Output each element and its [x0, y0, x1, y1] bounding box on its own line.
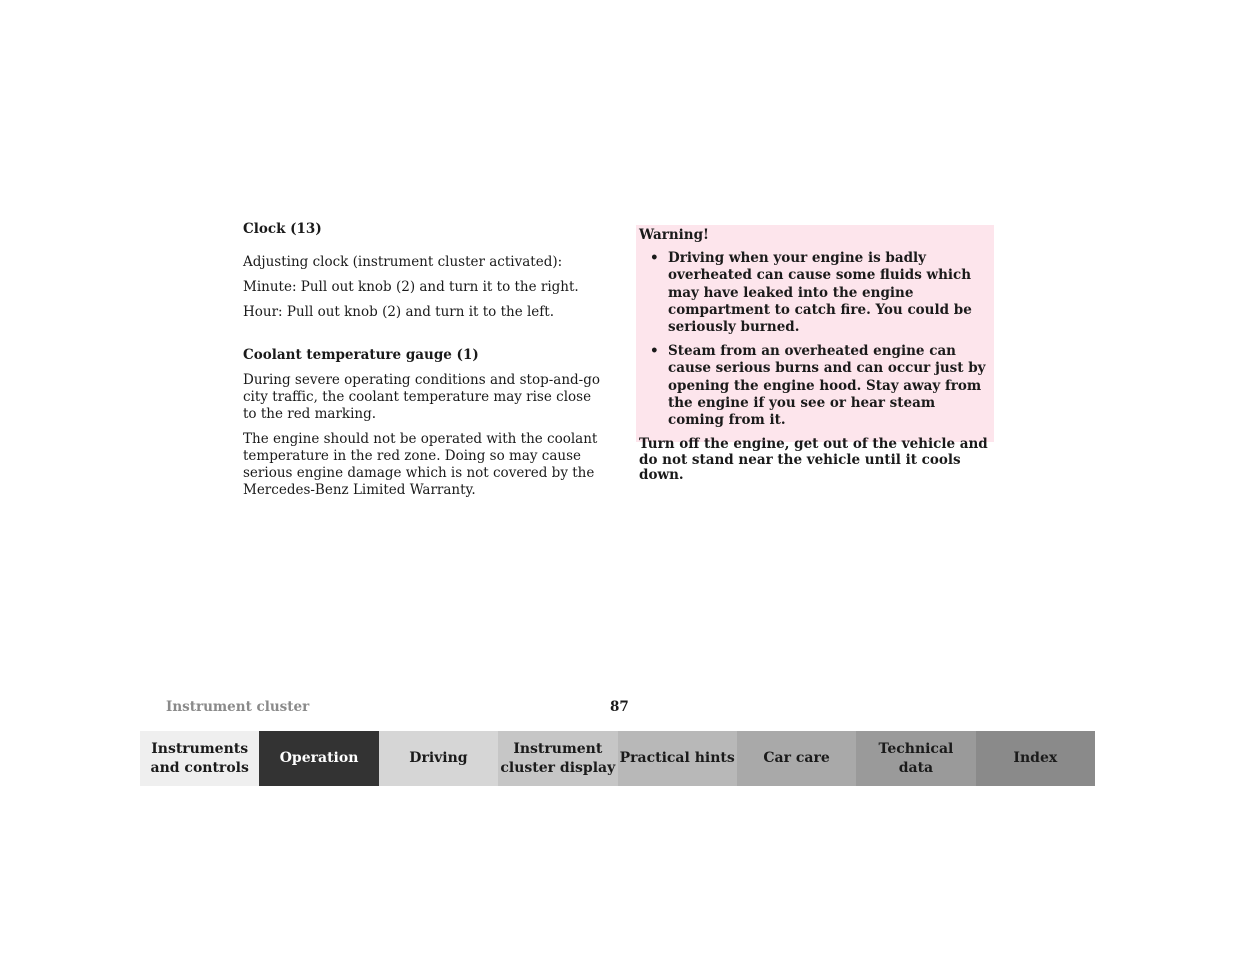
page-number: 87: [610, 699, 629, 715]
tab-practical-hints[interactable]: Practical hints: [618, 731, 737, 786]
bullet-icon: •: [650, 343, 659, 360]
tab-technical-data[interactable]: Technical data: [856, 731, 975, 786]
clock-minute-instruction: Minute: Pull out knob (2) and turn it to the right.: [243, 279, 579, 295]
warning-item-text: Driving when your engine is badly overheated can cause some fluids which may have leaked into the engine compartment to catch fire. You could be seriously burned.: [668, 250, 972, 336]
coolant-paragraph-1: During severe operating conditions and stop-and-go city traffic, the coolant temperature may rise close to the red marking.: [243, 372, 601, 422]
clock-hour-instruction: Hour: Pull out knob (2) and turn it to the left.: [243, 304, 555, 320]
warning-title: Warning!: [639, 227, 709, 243]
warning-item: [639, 250, 990, 336]
warning-item: [639, 343, 990, 429]
left-column: [243, 221, 605, 507]
clock-intro: Adjusting clock (instrument cluster activated):: [243, 254, 563, 270]
coolant-paragraph-2: The engine should not be operated with the coolant temperature in the red zone. Doing so may cause serious engine damage which is not covered by the Mercedes-Benz Limited Warranty.: [243, 431, 598, 498]
tab-car-care[interactable]: Car care: [737, 731, 856, 786]
tab-driving[interactable]: Driving: [379, 731, 498, 786]
section-title: Instrument cluster: [166, 699, 310, 715]
clock-heading: Clock (13): [243, 221, 322, 237]
tab-operation[interactable]: Operation: [259, 731, 378, 786]
tab-instrument-cluster-display[interactable]: Instrument cluster display: [498, 731, 617, 786]
chapter-tab-bar: [140, 731, 1095, 786]
warning-list: [639, 250, 990, 429]
tab-index[interactable]: Index: [976, 731, 1095, 786]
warning-footer: Turn off the engine, get out of the vehicle and do not stand near the vehicle until it cools down.: [639, 436, 988, 484]
coolant-heading: Coolant temperature gauge (1): [243, 347, 479, 363]
warning-item-text: Steam from an overheated engine can cause serious burns and can occur just by opening the engine hood. Stay away from the engine if you see or hear steam coming from it.: [668, 343, 986, 429]
bullet-icon: •: [650, 250, 659, 267]
tab-instruments-and-controls[interactable]: Instruments and controls: [140, 731, 259, 786]
warning-box: [636, 225, 994, 484]
